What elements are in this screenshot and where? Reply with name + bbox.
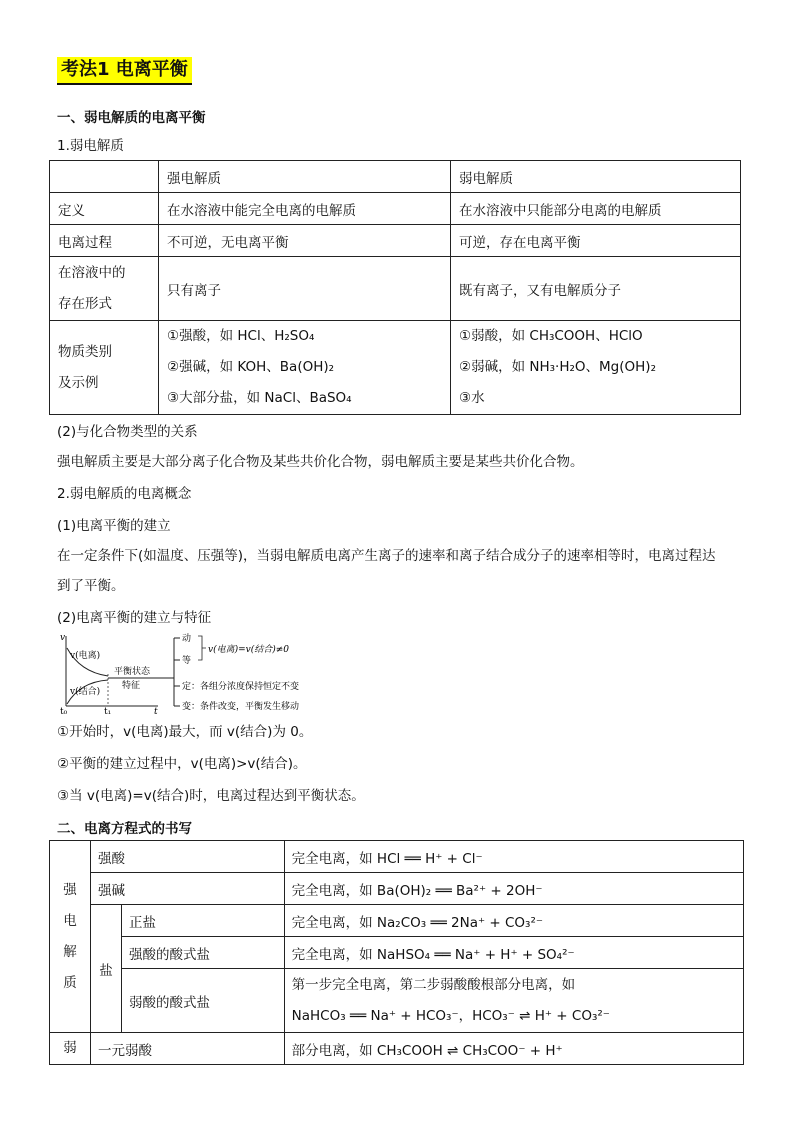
ionization-equation-table <box>49 840 744 1065</box>
cell-strong: 在水溶液中能完全电离的电解质 <box>159 193 451 225</box>
feature-dong: 动 <box>182 634 192 644</box>
type-cell: 强碱 <box>91 873 285 905</box>
table-row <box>50 193 741 225</box>
table-row <box>50 257 741 321</box>
cell-strong <box>159 321 451 415</box>
type-cell: 强酸的酸式盐 <box>122 937 285 969</box>
table-header-row <box>50 161 741 193</box>
strong-electrolyte-label <box>50 841 91 1033</box>
description-line: NaHCO₃ ══ Na⁺ + HCO₃⁻，HCO₃⁻ ⇌ H⁺ + CO₃²⁻ <box>291 1007 610 1024</box>
subheading-equilibrium-features: (2)电离平衡的建立与特征 <box>57 610 212 626</box>
description-cell: 完全电离，如 NaHSO₄ ══ Na⁺ + H⁺ + SO₄²⁻ <box>284 937 743 969</box>
example-line: ①强酸，如 HCl、H₂SO₄ <box>167 328 315 344</box>
example-line: ②弱碱，如 NH₃·H₂O、Mg(OH)₂ <box>459 359 656 375</box>
subheading-equilibrium-establish: (1)电离平衡的建立 <box>57 518 171 534</box>
type-cell: 正盐 <box>122 905 285 937</box>
table-header-weak: 弱电解质 <box>451 161 741 193</box>
cell-weak: 在水溶液中只能部分电离的电解质 <box>451 193 741 225</box>
row-label-line: 存在形式 <box>58 295 112 312</box>
table-row <box>50 873 744 905</box>
row-label-line: 在溶液中的 <box>58 264 126 281</box>
equilibrium-state-label: 平衡状态 <box>114 667 151 677</box>
description-cell: 部分电离，如 CH₃COOH ⇌ CH₃COO⁻ + H⁺ <box>284 1033 743 1065</box>
cell-weak: 可逆，存在电离平衡 <box>451 225 741 257</box>
row-label: 电离过程 <box>50 225 159 257</box>
row-label: 定义 <box>50 193 159 225</box>
paragraph-equilibrium-line1: 在一定条件下(如温度、压强等)，当弱电解质电离产生离子的速率和离子结合成分子的速率相等时，电离过程达 <box>57 548 716 564</box>
cell-weak: 既有离子，又有电解质分子 <box>451 257 741 321</box>
small-bracket <box>198 636 206 660</box>
vertical-char: 强 <box>63 881 77 898</box>
example-line: ①弱酸，如 CH₃COOH、HClO <box>459 328 643 344</box>
t0-label: t₀ <box>60 707 68 714</box>
description-cell: 完全电离，如 Na₂CO₃ ══ 2Na⁺ + CO₃²⁻ <box>284 905 743 937</box>
cell-strong: 只有离子 <box>159 257 451 321</box>
table-row <box>50 905 744 937</box>
point-2: ②平衡的建立过程中，v(电离)>v(结合)。 <box>57 756 307 772</box>
v-axis-label: v <box>60 633 66 643</box>
vertical-char: 解 <box>63 943 77 960</box>
section1-heading: 一、弱电解质的电离平衡 <box>57 110 206 126</box>
electrolyte-comparison-table <box>49 160 741 415</box>
table-row <box>50 1033 744 1065</box>
cell-strong: 不可逆，无电离平衡 <box>159 225 451 257</box>
example-line: ③水 <box>459 390 485 406</box>
description-cell: 完全电离，如 HCl ══ H⁺ + Cl⁻ <box>284 841 743 873</box>
table-row <box>50 225 741 257</box>
description-cell <box>284 969 743 1033</box>
type-cell: 弱酸的酸式盐 <box>122 969 285 1033</box>
t1-label: t₁ <box>104 707 112 714</box>
type-cell: 一元弱酸 <box>91 1033 285 1065</box>
table-row <box>50 321 741 415</box>
feature-label: 特征 <box>122 681 141 691</box>
section2-heading: 二、电离方程式的书写 <box>57 821 192 837</box>
point-3: ③当 v(电离)=v(结合)时，电离过程达到平衡状态。 <box>57 788 365 804</box>
t-axis-label: t <box>154 707 158 714</box>
cell-weak <box>451 321 741 415</box>
salt-label: 盐 <box>91 905 122 1033</box>
description-line: 第一步完全电离，第二步弱酸酸根部分电离，如 <box>291 976 576 993</box>
subheading-compound-relation: (2)与化合物类型的关系 <box>57 424 198 440</box>
ionization-curve-label: v(电离) <box>70 651 101 661</box>
weak-electrolyte-label: 弱 <box>50 1033 91 1065</box>
table-header-strong: 强电解质 <box>159 161 451 193</box>
description-cell: 完全电离，如 Ba(OH)₂ ══ Ba²⁺ + 2OH⁻ <box>284 873 743 905</box>
page-title: 考法1 电离平衡 <box>57 57 192 85</box>
type-cell: 强酸 <box>91 841 285 873</box>
feature-equation: v(电离)=v(结合)≠0 <box>208 645 290 655</box>
row-label-line: 物质类别 <box>58 343 112 360</box>
subheading-weak-electrolyte: 1.弱电解质 <box>57 138 124 154</box>
table-row <box>50 969 744 1033</box>
vertical-char: 质 <box>63 974 77 991</box>
subheading-ionization-concept: 2.弱电解质的电离概念 <box>57 486 192 502</box>
point-1: ①开始时，v(电离)最大，而 v(结合)为 0。 <box>57 724 313 740</box>
table-row <box>50 937 744 969</box>
feature-ding: 定：各组分浓度保持恒定不变 <box>182 682 300 692</box>
table-row <box>50 841 744 873</box>
row-label-line: 及示例 <box>58 374 99 391</box>
feature-deng: 等 <box>182 656 192 666</box>
equilibrium-diagram <box>58 630 338 714</box>
example-line: ②强碱，如 KOH、Ba(OH)₂ <box>167 359 335 375</box>
table-cell <box>50 161 159 193</box>
row-label <box>50 257 159 321</box>
paragraph-equilibrium-line2: 到了平衡。 <box>57 578 125 594</box>
paragraph-relation: 强电解质主要是大部分离子化合物及某些共价化合物，弱电解质主要是某些共价化合物。 <box>57 454 584 470</box>
combination-curve-label: v(结合) <box>70 687 101 697</box>
vertical-char: 电 <box>63 912 77 929</box>
row-label <box>50 321 159 415</box>
feature-bian: 变：条件改变，平衡发生移动 <box>182 702 300 712</box>
example-line: ③大部分盐，如 NaCl、BaSO₄ <box>167 390 352 406</box>
